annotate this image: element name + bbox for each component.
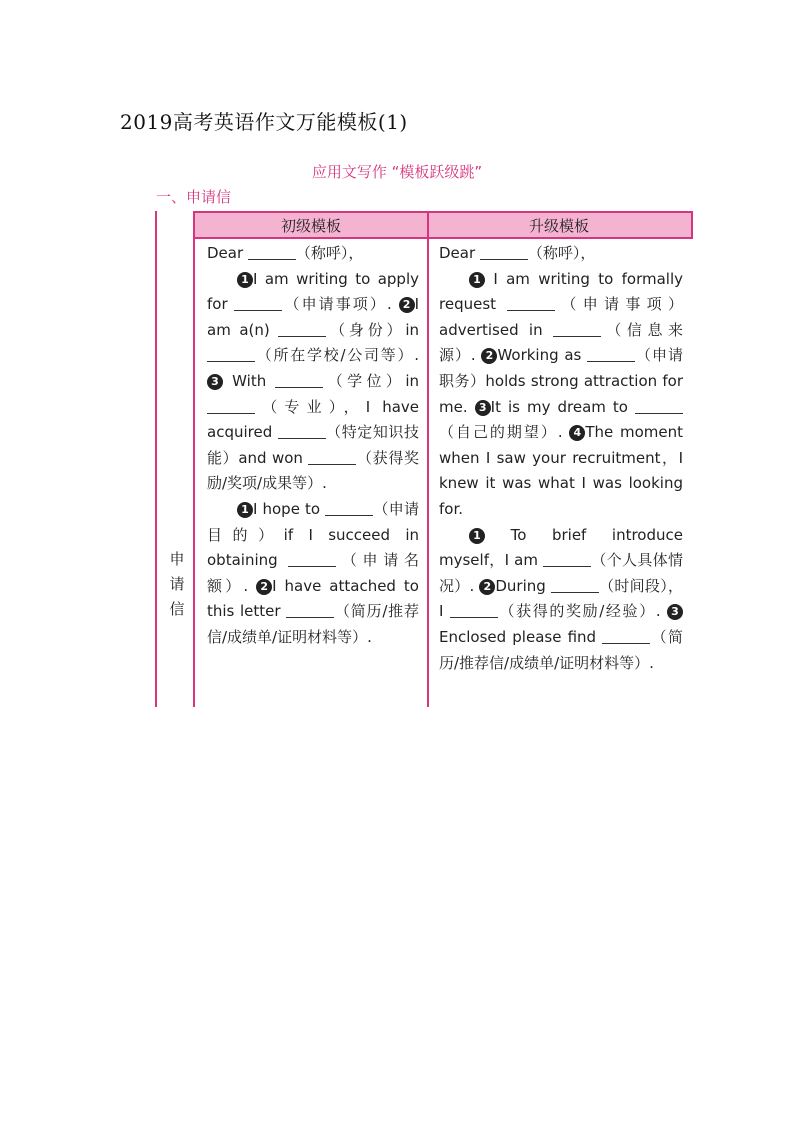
paragraph: 1 I am writing to apply for （申请事项）. 2 I am a(n) （身份）in （所在学校/公司等）. 3 With （学位）in （专业），I have acquired （特定知识技能）and won （获得奖励/奖项/成果等）. — [207, 269, 419, 493]
fill-blank — [234, 295, 282, 311]
fill-blank — [635, 398, 683, 414]
table-header-row — [195, 211, 693, 239]
number-1-icon: 1 — [469, 272, 485, 288]
category-label: 申请信 — [169, 550, 185, 618]
number-1-icon: 1 — [237, 272, 253, 288]
fill-blank — [602, 628, 650, 644]
template-table — [155, 211, 693, 707]
number-2-icon: 2 — [481, 348, 497, 364]
number-1-icon: 1 — [469, 528, 485, 544]
fill-blank — [450, 602, 498, 618]
fill-blank — [587, 346, 635, 362]
number-3-icon: 3 — [475, 400, 491, 416]
fill-blank — [278, 423, 326, 439]
paragraph: 1 To brief introduce myself，I am （个人具体情况）. 2 During （时间段），I （获得的奖励/经验）. 3 Enclosed please find （简历/推荐信/成绩单/证明材料等）. — [439, 525, 683, 672]
number-1-icon: 1 — [237, 502, 253, 518]
fill-blank — [288, 551, 336, 567]
document-title: 2019高考英语作文万能模板(1) — [120, 110, 408, 134]
basic-template-cell — [207, 241, 419, 651]
column-divider — [427, 211, 429, 707]
section-heading: 应用文写作 “模板跃级跳” — [311, 163, 483, 181]
fill-blank — [286, 602, 334, 618]
number-3-icon: 3 — [667, 604, 683, 620]
fill-blank — [275, 372, 323, 388]
paragraph: 1 I hope to （申请目的）if I succeed in obtaining （申请名额）. 2 I have attached to this letter （简历/推荐信/成绩单/证明材料等）. — [207, 499, 419, 646]
header-advanced-template: 升级模板 — [528, 217, 589, 235]
number-3-icon: 3 — [207, 374, 223, 390]
fill-blank — [207, 398, 255, 414]
fill-blank — [480, 244, 528, 260]
advanced-template-cell — [439, 241, 683, 676]
category-column — [155, 211, 195, 707]
number-4-icon: 4 — [569, 425, 585, 441]
header-basic-template: 初级模板 — [280, 217, 341, 235]
fill-blank — [507, 295, 555, 311]
number-2-icon: 2 — [399, 297, 415, 313]
fill-blank — [278, 321, 326, 337]
fill-blank — [551, 577, 599, 593]
salutation: Dear （称呼）， — [207, 244, 364, 262]
fill-blank — [207, 346, 255, 362]
number-2-icon: 2 — [479, 579, 495, 595]
fill-blank — [553, 321, 601, 337]
fill-blank — [325, 500, 373, 516]
fill-blank — [308, 449, 356, 465]
fill-blank — [543, 551, 591, 567]
fill-blank — [248, 244, 296, 260]
number-2-icon: 2 — [256, 579, 272, 595]
salutation: Dear （称呼）， — [439, 244, 596, 262]
subsection-heading: 一、申请信 — [156, 188, 232, 206]
paragraph: 1 I am writing to formally request （申请事项）advertised in （信息来源）. 2 Working as （申请职务）holds strong attraction for me. 3 It is my dream to （自己的期望）. 4 The moment when I saw your recruitment，I knew it was what I was looking for. — [439, 269, 684, 518]
